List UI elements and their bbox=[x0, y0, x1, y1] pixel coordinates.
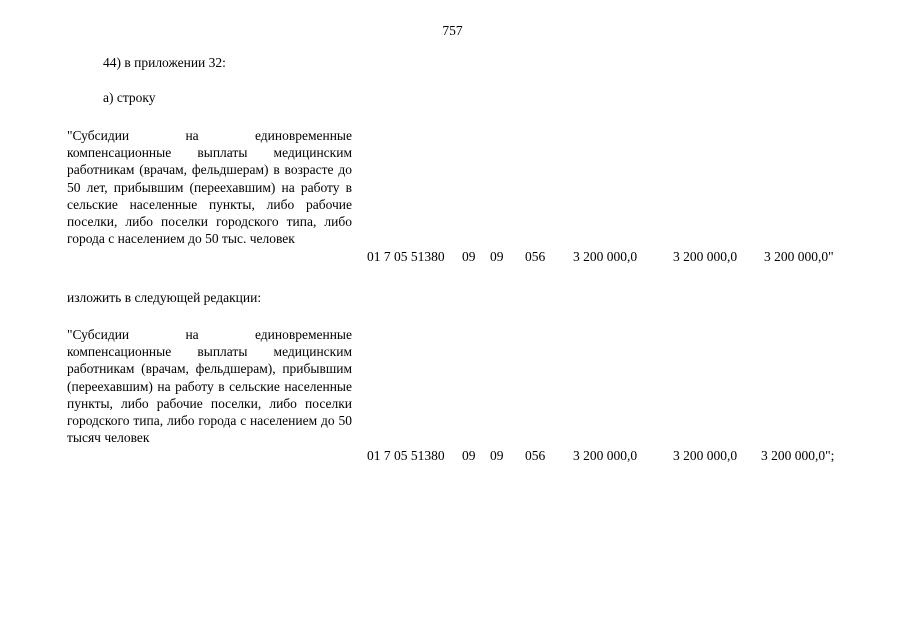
row-section: 09 bbox=[462, 249, 476, 264]
row-subsection: 09 bbox=[490, 448, 504, 463]
row-code: 01 7 05 51380 bbox=[367, 249, 445, 264]
row-value-2: 3 200 000,0 bbox=[673, 249, 738, 264]
row-value-3: 3 200 000,0" bbox=[764, 249, 834, 264]
row-value-2: 3 200 000,0 bbox=[673, 448, 738, 463]
paragraph-subitem-a: а) строку bbox=[103, 90, 156, 105]
row-value-1: 3 200 000,0 bbox=[573, 448, 638, 463]
row-value-3: 3 200 000,0"; bbox=[761, 448, 835, 463]
row-code: 01 7 05 51380 bbox=[367, 448, 445, 463]
row-expense-type: 056 bbox=[525, 448, 546, 463]
paragraph-replace: изложить в следующей редакции: bbox=[67, 290, 262, 305]
paragraph-item-44: 44) в приложении 32: bbox=[103, 55, 226, 70]
row-description: "Субсидии на единовременные компенсационные выплаты медицинским работникам (врачам, фельдшерам) в возрасте до 50 лет, прибывшим (переехавшим) на работу в сельские населенные пункты, либо рабочие поселки, либо поселки городского типа, либо города с населением до 50 тыс. человек bbox=[67, 128, 352, 247]
row-expense-type: 056 bbox=[525, 249, 546, 264]
row-value-1: 3 200 000,0 bbox=[573, 249, 638, 264]
row-subsection: 09 bbox=[490, 249, 504, 264]
row-description: "Субсидии на единовременные компенсационные выплаты медицинским работникам (врачам, фельдшерам), прибывшим (переехавшим) на работу в сельские населенные пункты, либо рабочие поселки, либо поселки городского типа, либо города с населением до 50 тысяч человек bbox=[67, 327, 352, 446]
page-number: 757 bbox=[442, 23, 463, 38]
row-section: 09 bbox=[462, 448, 476, 463]
